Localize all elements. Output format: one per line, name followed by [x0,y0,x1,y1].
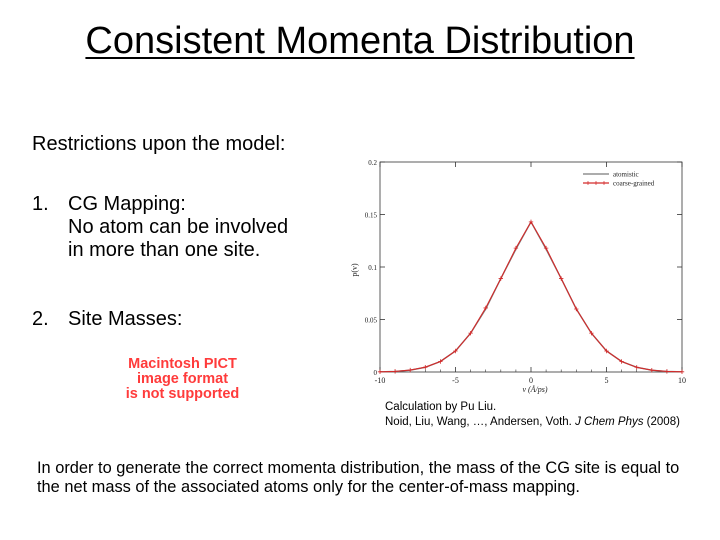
legend-marker [586,181,590,185]
x-tick-label: -10 [374,376,386,385]
slide-title: Consistent Momenta Distribution [85,20,635,62]
series-line-atomistic [380,222,682,372]
unsupported-image-placeholder [100,357,265,402]
list-detail-line: No atom can be involved [68,216,289,238]
placeholder-line: image format [136,371,229,387]
x-tick-label: 5 [604,376,609,385]
citation [385,400,680,430]
legend-marker [602,181,606,185]
list-number: 1. [32,193,49,215]
y-axis-label: p(v) [350,263,359,277]
y-tick-label: 0.2 [368,159,377,167]
plot-frame [380,162,682,372]
x-tick-label: 10 [678,376,686,385]
data-point-marker [393,369,397,373]
data-point-marker [635,365,639,369]
citation-authors: Noid, Liu, Wang, …, Andersen, Voth. [385,416,572,428]
legend-label: atomistic [613,170,639,179]
list-item-site-masses [32,308,182,331]
series-line-coarse-grained [380,222,682,372]
x-tick-label: -5 [452,376,459,385]
data-point-marker [680,370,684,374]
list-item-cg-mapping [32,193,288,262]
citation-year: (2008) [646,416,680,428]
citation-line-2 [385,415,680,430]
legend-marker [594,181,598,185]
legend-label: coarse-grained [613,179,655,188]
explanation-paragraph: In order to generate the correct momenta distribution, the mass of the CG site is equal to the net mass of the associated atoms only for the center-of-mass mapping. [37,459,680,496]
x-axis-label: v (Å/ps) [522,385,548,394]
citation-journal: J Chem Phys [575,416,644,428]
placeholder-line: Macintosh PICT [128,356,237,372]
data-point-marker [665,369,669,373]
citation-line-1: Calculation by Pu Liu. [385,401,497,413]
momenta-distribution-chart [345,152,695,397]
restrictions-heading: Restrictions upon the model: [32,133,286,155]
data-point-marker [378,370,382,374]
x-tick-label: 0 [529,376,533,385]
y-tick-label: 0.05 [364,316,377,325]
list-heading: CG Mapping: [68,193,186,215]
y-tick-label: 0 [373,369,377,377]
y-tick-label: 0.1 [368,264,377,272]
placeholder-line: is not supported [125,386,240,402]
list-number: 2. [32,308,49,330]
y-tick-label: 0.15 [364,211,377,220]
list-detail-line: in more than one site. [68,239,261,261]
data-point-marker [423,365,427,369]
list-heading: Site Masses: [68,308,183,330]
